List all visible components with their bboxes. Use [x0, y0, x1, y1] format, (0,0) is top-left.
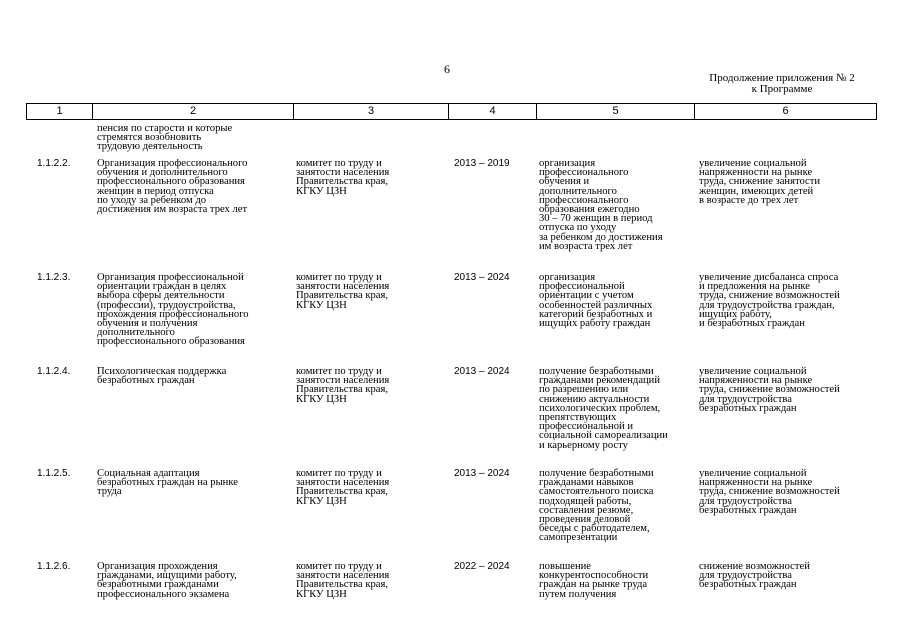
table-header-row	[26, 103, 877, 120]
row-period: 2022 – 2024	[454, 561, 510, 572]
header-col-2: 2	[92, 104, 293, 119]
row-period: 2013 – 2024	[454, 468, 510, 479]
row-result: получение безработными гражданами навыков самостоятельного поиска подходящей работы, составления резюме, проведения деловой беседы с работодателем, самопрезентации	[539, 468, 654, 544]
row-number: 1.1.2.2.	[37, 158, 71, 169]
row-period: 2013 – 2024	[454, 272, 510, 283]
row-executor: комитет по труду и занятости населения Правительства края, КГКУ ЦЗН	[296, 561, 390, 600]
appendix-note: Продолжение приложения № 2 к Программе	[709, 72, 855, 95]
row-period: 2013 – 2024	[454, 366, 510, 377]
row-number: 1.1.2.5.	[37, 468, 71, 479]
row-executor: комитет по труду и занятости населения Правительства края, КГКУ ЦЗН	[296, 272, 390, 311]
row-effect: увеличение социальной напряженности на рынке труда, снижение возможностей для трудоустройства безработных граждан	[699, 468, 840, 516]
header-col-4: 4	[448, 104, 536, 119]
row-executor: комитет по труду и занятости населения Правительства края, КГКУ ЦЗН	[296, 158, 390, 197]
continuation-text: пенсия по старости и которые стремятся возобновить трудовую деятельность	[97, 123, 233, 153]
row-effect: снижение возможностей для трудоустройства безработных граждан	[699, 561, 810, 591]
row-result: организация профессиональной ориентации с учетом особенностей различных категорий безработных и ищущих работу граждан	[539, 272, 653, 330]
row-activity: Организация прохождения гражданами, ищущими работу, безработными гражданами профессионального экзамена	[97, 561, 237, 600]
row-number: 1.1.2.3.	[37, 272, 71, 283]
row-executor: комитет по труду и занятости населения Правительства края, КГКУ ЦЗН	[296, 366, 390, 405]
row-activity: Организация профессионального обучения и дополнительного профессионального образования женщин в период отпуска по уходу за ребенком до достижения им возраста трех лет	[97, 158, 248, 216]
row-effect: увеличение социальной напряженности на рынке труда, снижение возможностей для трудоустройства безработных граждан	[699, 366, 840, 414]
row-result: организация профессионального обучения и дополнительного профессионального образования ежегодно 30 – 70 женщин в период отпуска по уходу за ребенком до достижения им возраста трех лет	[539, 158, 663, 252]
row-activity: Социальная адаптация безработных граждан на рынке труда	[97, 468, 238, 498]
row-executor: комитет по труду и занятости населения Правительства края, КГКУ ЦЗН	[296, 468, 390, 507]
row-activity: Организация профессиональной ориентации граждан в целях выбора сферы деятельности (профессии), трудоустройства, прохождения профессионального обучения и получения дополнительного профессионального образования	[97, 272, 249, 348]
row-period: 2013 – 2019	[454, 158, 510, 169]
row-number: 1.1.2.4.	[37, 366, 71, 377]
header-col-6: 6	[694, 104, 876, 119]
page-number: 6	[444, 62, 450, 76]
header-col-1: 1	[56, 105, 63, 117]
row-effect: увеличение дисбаланса спроса и предложения на рынке труда, снижение возможностей для трудоустройства граждан, ищущих работу, и безработных граждан	[699, 272, 840, 330]
row-effect: увеличение социальной напряженности на рынке труда, снижение занятости женщин, имеющих детей в возрасте до трех лет	[699, 158, 821, 206]
header-col-5: 5	[536, 104, 694, 119]
row-result: повышение конкурентоспособности граждан на рынке труда путем получения	[539, 561, 649, 600]
header-col-3: 3	[293, 104, 448, 119]
row-result: получение безработными гражданами рекомендаций по разрешению или снижению актуальности психологических проблем, препятствующих профессиональной и социальной самореализации и карьерному росту	[539, 366, 668, 451]
row-activity: Психологическая поддержка безработных граждан	[97, 366, 227, 387]
row-number: 1.1.2.6.	[37, 561, 71, 572]
